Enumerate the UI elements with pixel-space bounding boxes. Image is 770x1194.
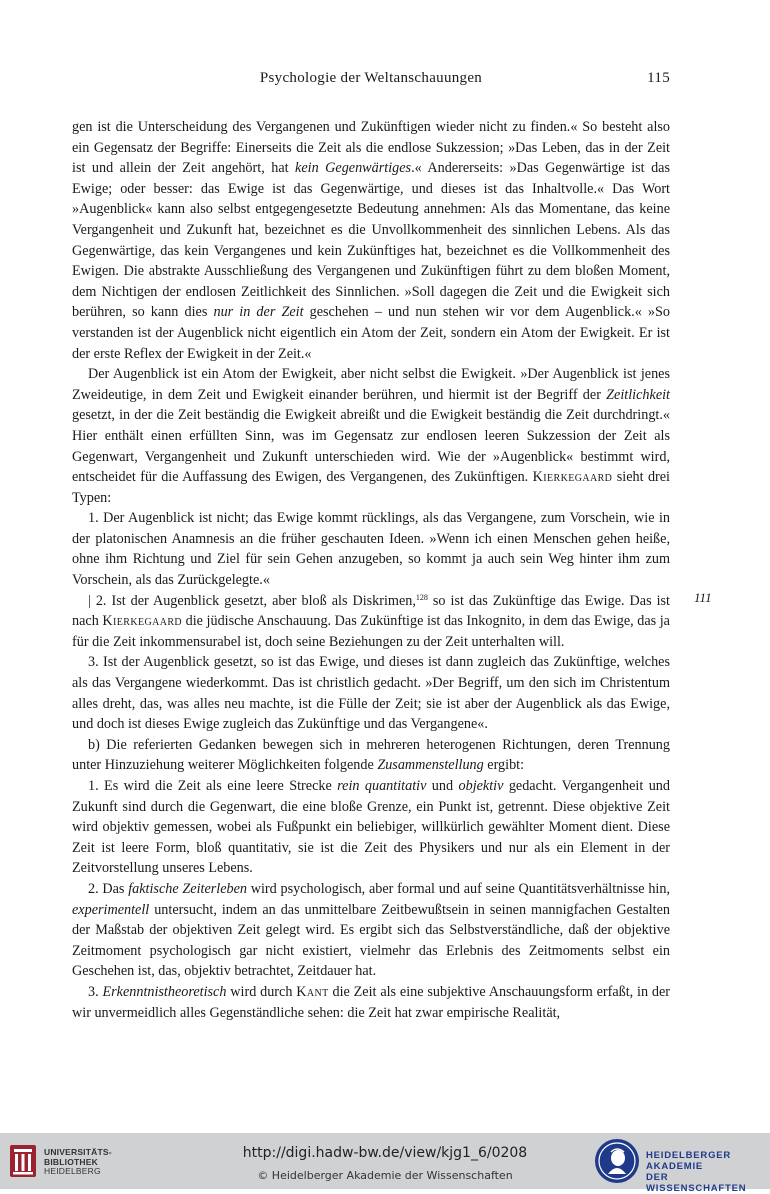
emphasis: kein Gegenwärtiges [295,160,412,177]
academy-name: HEIDELBERGER AKADEMIE DER WISSENSCHAFTEN [646,1150,747,1194]
emphasis: nur in der Zeit [213,304,304,321]
library-name: UNIVERSITÄTS- BIBLIOTHEK HEIDELBERG [44,1147,112,1176]
author-name: Kierkegaard [532,469,613,486]
permalink-url[interactable]: http://digi.hadw-bw.de/view/kjg1_6/0208 [242,1145,528,1161]
text-run: 1. Der Augenblick ist nicht; das Ewige kommt rücklings, als das Vergangene, zum Vorschein, wie in der platonischen Anamnesis an die früher geschauten Ideen. »Wenn ich einen Menschen gehen heiße, ohne ihm Richtung und Ziel für sein Gehen anzugeben, so kommt ja auch sein Weg hinter ihm zum Vorschein, als das Zurückgelegte.« [72,510,670,589]
running-header [72,70,670,92]
text-run: 2. Das [88,880,129,897]
paragraph [72,508,670,590]
page-number: 115 [647,70,670,86]
emphasis: experimentell [72,901,150,918]
text-run: die jüdische Anschauung. Das Zukünftige ist das Inkognito, in dem das Ewige, das ja für die Zeit inkommensurabel ist, doch seine Beziehungen zu der Zeit unterhalten will. [72,613,670,650]
paragraph [72,879,670,982]
emphasis: Zusammenstellung [377,757,484,774]
text-run: 3. [88,983,103,1000]
academy-seal-logo-icon [594,1138,640,1184]
emphasis: faktische Zeiterleben [128,880,247,897]
paragraph [72,364,670,508]
paragraph [72,591,670,653]
margin-page-reference: 111 [694,590,712,605]
paragraph [72,652,670,734]
footnote-ref[interactable]: 128 [415,592,428,602]
text-run: wird durch [226,983,297,1000]
text-run: die Zeit als eine subjektive Anschauungsform erfaßt, in der wir unvermeidlich alles Gegenständliche sehen: die Zeit hat zwar empirische Realität, [72,983,670,1021]
emphasis: objektiv [458,778,504,794]
running-title: Psychologie der Weltanschauungen [259,70,483,86]
paragraph [72,735,670,776]
paragraph [72,776,670,879]
text-run: gesetzt, in der die Zeit beständig die Ewigkeit abreißt und die Ewigkeit beständig die Zeit durchdringt.« Hier enthält einen erfüllten Sinn, was im Gegensatz zur endlosen leeren Sukzession der Zeit als Gegenwart, Vergangenheit und Zukunft unterschieden wird. Wie der »Augenblick« bestimmt wird, entscheidet für die Auffassung des Ewigen, des Vergangenen, des Zukünftigen. [72,407,670,486]
text-run: .« Andererseits: »Das Gegenwärtige ist das Ewige; oder besser: das Ewige ist das Gegenwärtige, und dieses ist das Inhaltvolle.« Das Wort »Augenblick« kann also selbst entgegengesetzte Bedeutung annehmen: Als das Momentane, das keine Vergangenheit und Zukunft hat, bezeichnet es die Unvollkommenheit des sinnlichen Lebens. Als das Gegenwärtige, das kein Vergangenes und kein Zukünftiges hat, bezeichnet es die Vollkommenheit des Ewigen. Die abstrakte Ausschließung des Vergangenen und Zukünftigen führt zu dem bloßen Moment, dem Nichtigen der endlosen Zeitlichkeit des Sinnlichen. »Soll dagegen die Zeit und die Ewigkeit sich berühren, so kann dies [72,160,671,321]
text-run: 3. Ist der Augenblick gesetzt, so ist das Ewige, und dieses ist dann zugleich das Zukünftige, welches als das Vergangene wiederkommt. Das ist christlich gedacht. »Der Begriff, um den sich im Christentum alles dreht, das, was alles neu machte, ist die Fülle der Zeit; sie ist aber der Augenblick als das Ewige, und doch ist dieses Ewige zugleich das Zukünftige und das Vergangene«. [72,654,670,733]
text-run: sieht drei Typen: [72,469,671,506]
text-run: gedacht. Vergangenheit und Zukunft sind durch die Gegenwart, die eine bloße Grenze, ein Punkt ist, getrennt. Diese objektive Zeit wird objektiv gemessen, wobei als Fußpunkt ein beliebiger, willkürlich gewählter Moment dient. Diese Zeit ist leere Form, bloß quantitativ, sie ist die Zeit des Physikers und nur als ein Element in der Zeitvorstellung unseres Lebens. [72,778,670,877]
text-run: untersucht, indem an das unmittelbare Zeitbewußtsein in seinen mannigfachen Gestalten der Maßstab der objektiven Zeit gelegt wird. Es ergibt sich das Selbstverständliche, daß der objektive Zeitmoment psychologisch gar nicht existiert, vielmehr das Erlebnis des Zeitmoments selbst ein Geschehen ist, das, objektiv betrachtet, Zeitdauer hat. [72,901,670,980]
text-run: geschehen – und nun stehen wir vor dem Augenblick.« »So verstanden ist der Augenblick nicht eigentlich ein Atom der Zeit, sondern ein Atom der Ewigkeit. Er ist der erste Reflex der Ewigkeit in der Zeit.« [72,304,670,362]
body-text [72,117,670,1023]
paragraph [72,982,670,1023]
emphasis: Erkenntnistheoretisch [102,983,227,1000]
author-name: Kant [296,983,329,1000]
emphasis: Zeitlichkeit [606,386,670,403]
text-run: so ist das Zukünftige das Ewige. Das ist nach [72,592,670,630]
text-run: | 2. Ist der Augenblick gesetzt, aber bloß als Diskrimen, [88,592,416,609]
text-run: ergibt: [483,757,525,774]
text-run: Der Augenblick ist ein Atom der Ewigkeit, aber nicht selbst die Ewigkeit. »Der Augenblick ist jenes Zweideutige, in dem Zeit und Ewigkeit einander berühren, und hiermit ist der Begriff der [72,366,670,403]
text-run: b) Die referierten Gedanken bewegen sich in mehreren heterogenen Richtungen, deren Trennung unter Hinzuziehung weiterer Möglichkeiten folgende [72,736,670,774]
emphasis: rein quantitativ [337,778,427,794]
text-run: wird psychologisch, aber formal und auf seine Quantitätsverhältnisse hin, [247,880,670,897]
text-run: und [426,778,459,794]
paragraph [72,117,670,364]
text-run: gen ist die Unterscheidung des Vergangenen und Zukünftigen wieder nicht zu finden.« So besteht also ein Gegensatz der Begriffe: Einerseits die Zeit als die endlose Sukzession; »Das Leben, das in der Zeit ist und allein der Zeit angehört, hat [72,119,670,177]
author-name: Kierkegaard [102,613,183,630]
text-run: 1. Es wird die Zeit als eine leere Strecke [88,778,338,794]
footer-bar [0,1133,770,1194]
copyright-notice: © Heidelberger Akademie der Wissenschaften [257,1169,513,1182]
